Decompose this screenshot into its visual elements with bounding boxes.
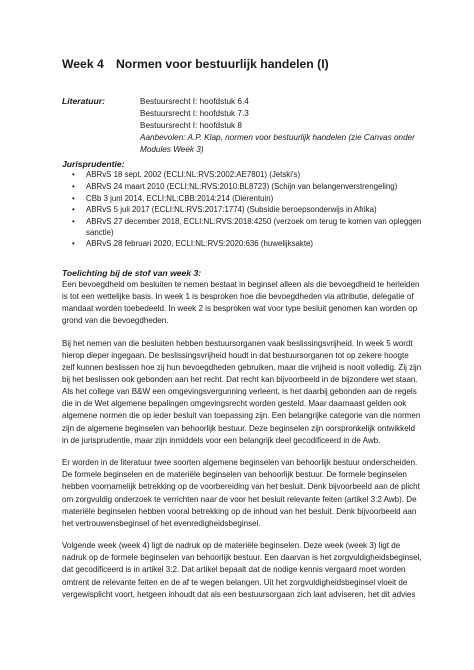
jurisprudentie-label: Jurisprudentie: bbox=[62, 159, 125, 169]
body-paragraph: Er worden in de literatuur twee soorten algemene beginselen van behoorlijk bestuur onderscheiden. De formele beginselen en de materiële beginselen van behoorlijk bestuur. De formele beginselen hebben voornamelijk betrekking op de voorbereiding van het besluit. Denk bijvoorbeeld aan de plicht om zorgvuldig onderzoek te verrichten naar de voor het besluit relevante feiten (artikel 3:2 Awb). De materiële beginselen hebben vooral betrekking op de inhoud van het besluit. Denk bijvoorbeeld aan het vertrouwensbeginsel of het evenredigheidsbeginsel. bbox=[62, 458, 420, 528]
literatuur-item: Bestuursrecht I: hoofdstuk 6.4 bbox=[140, 97, 249, 106]
literatuur-list bbox=[140, 96, 440, 156]
literatuur-item: Bestuursrecht I: hoofdstuk 7.3 bbox=[140, 109, 249, 118]
body-paragraph: Volgende week (week 4) ligt de nadruk op de materiële beginselen. Deze week (week 3) ligt de nadruk op de formele beginselen van behoorlijk bestuur. Een daarvan is het zorgvuldigheidsbeginsel, dat gecodificeerd is in artikel 3:2. Dat artikel bepaalt dat de nodige kennis vergaard moet worden omtrent de relevante feiten en de af te wegen belangen. Uit het zorgvuldigheidsbeginsel vloeit de vergewisplicht voort, hetgeen inhoudt dat als een bestuursorgaan zich laat adviseren, het dit advies bbox=[62, 541, 422, 599]
body-paragraph: Bij het nemen van die besluiten hebben bestuursorganen vaak beslissingsvrijheid. In week 5 wordt hierop dieper ingegaan. De beslissingsvrijheid houdt in dat bestuursorganen tot op zekere hoogte zelf kunnen beslissen hoe zij hun bevoegdheden gebruiken, maar die vrijheid is nooit volledig. Zij zijn bij het beslissen ook gebonden aan het recht. Dat recht kan bijvoorbeeld in de bijzondere wet staan. Als het college van B&W een omgevingsvergunning verleent, is het daarbij gebonden aan de regels die in de Wet algemene bepalingen omgevingsrecht worden gesteld. Maar daarnaast gelden ook algemene normen die op ieder besluit van toepassing zijn. Een belangrijke categorie van die normen zijn de algemene beginselen van behoorlijk bestuur. Deze beginselen zijn oorspronkelijk ontwikkeld in de jurisprudentie, maar zijn inmiddels voor een belangrijk deel gecodificeerd in de Awb. bbox=[62, 338, 422, 445]
jurisprudentie-item: • ABRvS 5 juli 2017 (ECLI:NL:RVS:2017:1774) (Subsidie beroepsonderwijs in Afrika) bbox=[72, 205, 377, 215]
bullet-icon: • bbox=[72, 217, 75, 227]
page-heading bbox=[62, 57, 329, 71]
bullet-icon: • bbox=[72, 205, 75, 215]
toelichting-body bbox=[62, 279, 422, 611]
jurisprudentie-item: • ABRvS 18 sept. 2002 (ECLI:NL:RVS:2002:AE7801) (Jetski's) bbox=[72, 170, 301, 179]
jurisprudentie-item: • CBb 3 juni 2014, ECLI:NL:CBB:2014:214 (Dierentuin) bbox=[72, 193, 274, 203]
bullet-icon: • bbox=[72, 193, 75, 203]
jurisprudentie-item: • ABRvS 28 februari 2020, ECLI:NL:RVS:2020:636 (huwelijksakte) bbox=[72, 239, 314, 249]
jurisprudentie-item: • ABRvS 24 maart 2010 (ECLI:NL:RVS:2010:BL8723) (Schijn van belangenverstrengeling) bbox=[72, 181, 398, 191]
week-label: Week 4 bbox=[62, 57, 104, 71]
literatuur-item: Bestuursrecht I: hoofdstuk 8 bbox=[140, 121, 242, 130]
jurisprudentie-item: • ABRvS 27 december 2018, ECLI:NL:RVS:2018:4250 (verzoek om terug te komen van opleggen sanctie) bbox=[72, 217, 422, 237]
bullet-icon: • bbox=[72, 239, 75, 249]
literatuur-aanbevolen: Aanbevolen: A.P. Klap, normen voor bestuurlijk handelen (zie Canvas onder Modules Week 3) bbox=[140, 133, 415, 154]
body-paragraph: Een bevoegdheid om besluiten te nemen bestaat in beginsel alleen als die bevoegdheid te herleiden is tot een wettelijke basis. In week 1 is besproken hoe die bevoegdheden via attributie, delegatie of mandaat worden toebedeeld. In week 2 is besproken wat voor type besluit genomen kan worden op grond van die bevoegdheden. bbox=[62, 280, 420, 326]
bullet-icon: • bbox=[72, 181, 75, 191]
bullet-icon: • bbox=[72, 170, 75, 179]
toelichting-title: Toelichting bij de stof van week 3: bbox=[62, 268, 202, 278]
jurisprudentie-list bbox=[62, 170, 422, 251]
page-title: Normen voor bestuurlijk handelen (I) bbox=[116, 57, 329, 71]
literatuur-label: Literatuur: bbox=[62, 96, 105, 106]
